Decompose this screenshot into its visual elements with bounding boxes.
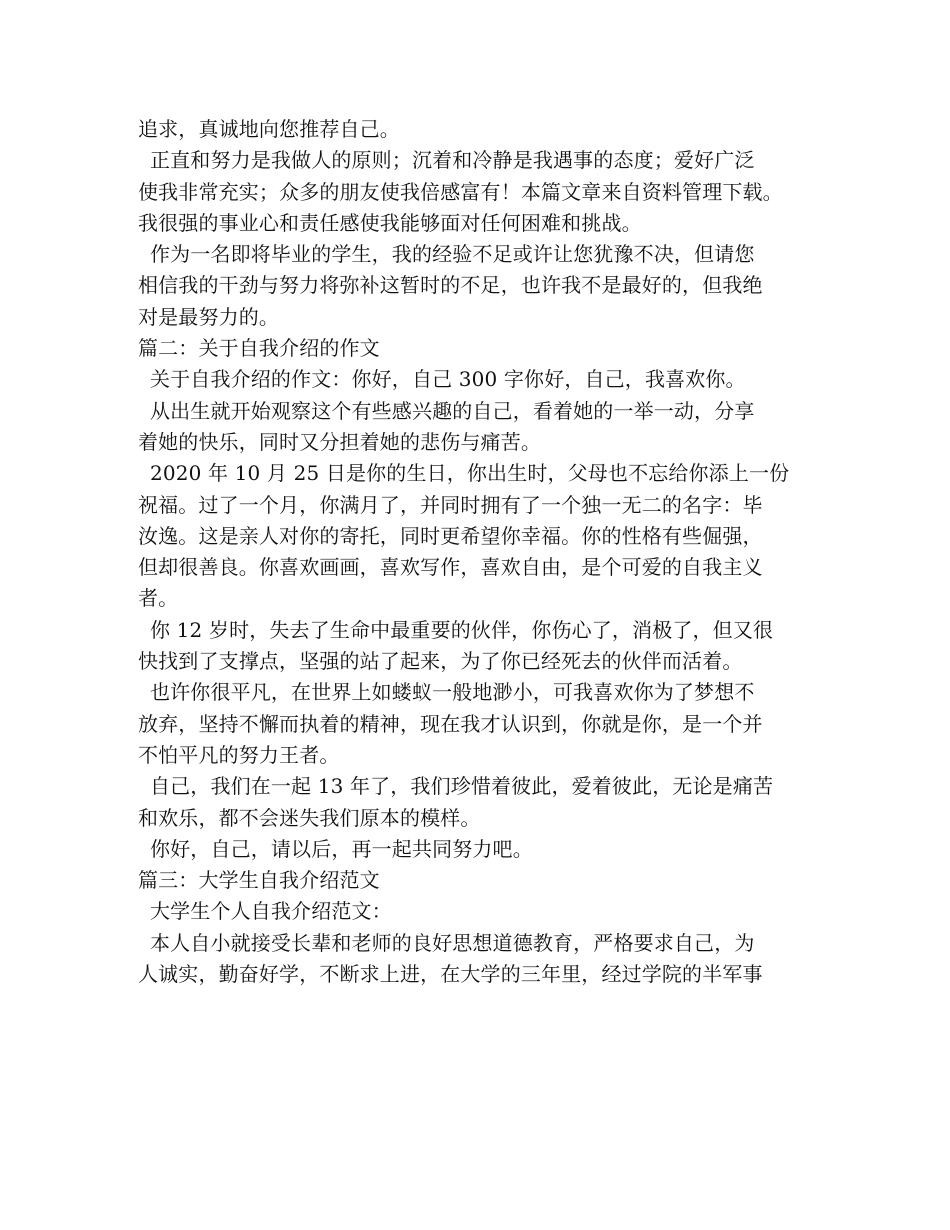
text-line: 也许你很平凡，在世界上如蝼蚁一般地渺小，可我喜欢你为了梦想不 [150,680,755,705]
text-line: 使我非常充实；众多的朋友使我倍感富有！本篇文章来自资料管理下载。 [138,179,783,204]
text-line: 者。 [138,586,179,611]
text-line: 着她的快乐，同时又分担着她的悲伤与痛苦。 [138,429,541,454]
section-heading: 篇二：关于自我介绍的作文 [138,336,380,361]
text-line: 本人自小就接受长辈和老师的良好思想道德教育，严格要求自己，为 [150,930,755,955]
text-line: 放弃，坚持不懈而执着的精神，现在我才认识到，你就是你，是一个并 [138,711,763,736]
text-line: 2020 年 10 月 25 日是你的生日，你出生时，父母也不忘给你添上一份 [150,461,790,486]
text-line: 我很强的事业心和责任感使我能够面对任何困难和挑战。 [138,210,642,235]
text-line: 从出生就开始观察这个有些感兴趣的自己，看着她的一举一动，分享 [150,398,755,423]
text-line: 你 12 岁时，失去了生命中最重要的伙伴，你伤心了，消极了，但又很 [150,617,774,642]
text-line: 作为一名即将毕业的学生，我的经验不足或许让您犹豫不决，但请您 [150,242,755,267]
text-line: 汝逸。这是亲人对你的寄托，同时更希望你幸福。你的性格有些倔强， [138,523,763,548]
text-line: 对是最努力的。 [138,304,280,329]
text-line: 人诚实，勤奋好学，不断求上进，在大学的三年里，经过学院的半军事 [138,962,763,987]
text-line: 大学生个人自我介绍范文： [150,899,392,924]
text-line: 你好，自己，请以后，再一起共同努力吧。 [150,836,533,861]
text-line: 正直和努力是我做人的原则；沉着和冷静是我遇事的态度；爱好广泛 [150,148,755,173]
section-heading: 篇三：大学生自我介绍范文 [138,868,380,893]
text-line: 但却很善良。你喜欢画画，喜欢写作，喜欢自由，是个可爱的自我主义 [138,555,763,580]
text-line: 追求，真诚地向您推荐自己。 [138,117,400,141]
text-line: 相信我的干劲与努力将弥补这暂时的不足，也许我不是最好的，但我绝 [138,273,763,298]
document-page [138,114,828,990]
text-line: 关于自我介绍的作文：你好，自己 300 字你好，自己，我喜欢你。 [150,367,746,392]
text-line: 自己，我们在一起 13 年了，我们珍惜着彼此，爱着彼此，无论是痛苦 [150,774,774,799]
text-line: 祝福。过了一个月，你满月了，并同时拥有了一个独一无二的名字：毕 [138,492,763,517]
text-line: 快找到了支撑点，坚强的站了起来，为了你已经死去的伙伴而活着。 [138,649,743,674]
text-line: 不怕平凡的努力王者。 [138,742,340,767]
text-line: 和欢乐，都不会迷失我们原本的模样。 [138,805,481,830]
